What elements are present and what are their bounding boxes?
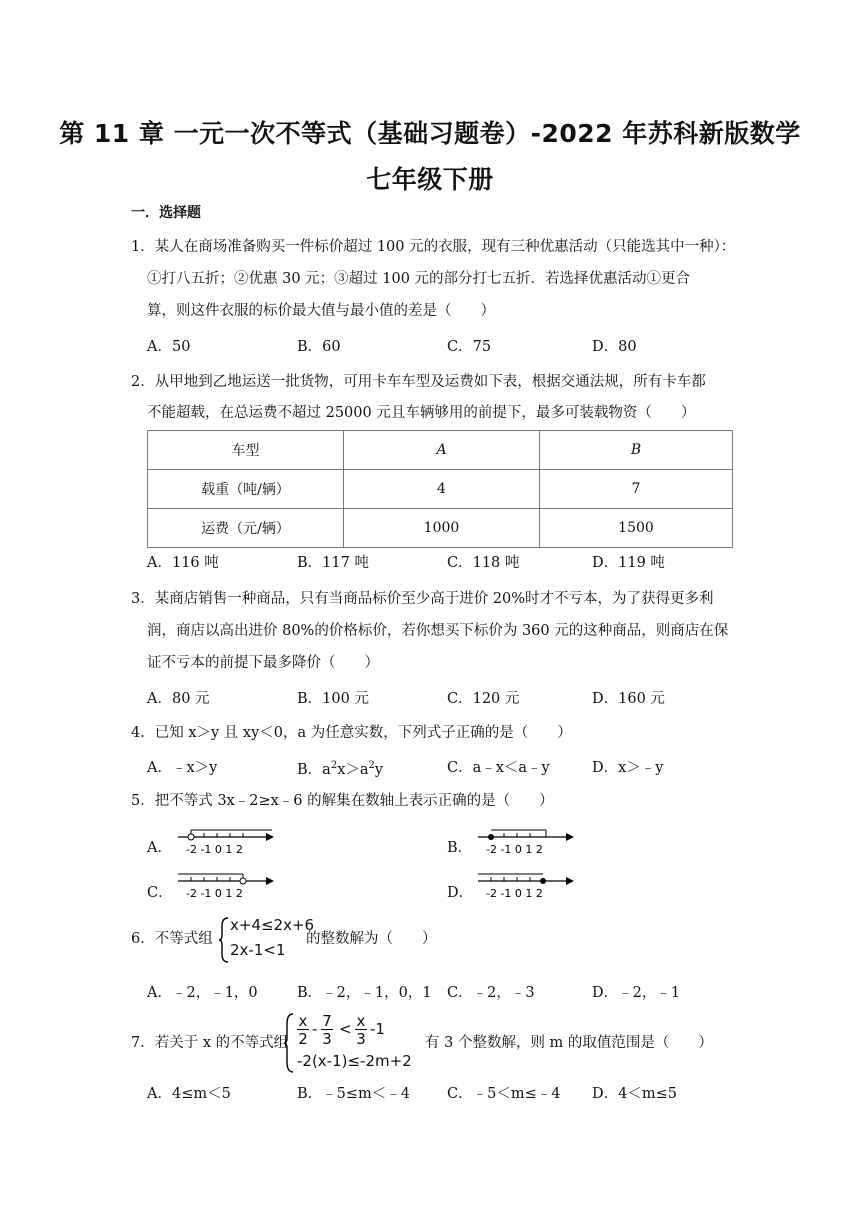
q4-option-a[interactable]: A．﹣x＞y [147,760,218,776]
brace-icon [283,1012,295,1074]
section-heading: 一．选择题 [131,205,201,221]
table-cell: 车型 [148,431,344,470]
number-line-d [476,870,576,900]
q2-option-d[interactable]: D．119 吨 [592,555,665,571]
q3-option-d[interactable]: D．160 元 [592,691,665,707]
brace-icon [218,916,230,964]
q2-option-c[interactable]: C．118 吨 [447,555,520,571]
q6-inequality-1: x+4≤2x+6 [230,916,315,934]
q1-text-line3: 算，则这件衣服的标价最大值与最小值的差是（ ） [147,303,495,319]
q5-option-d[interactable]: D． [447,885,474,901]
table-row [148,509,733,548]
table-row [148,470,733,509]
page-title: 第 11 章 一元一次不等式（基础习题卷）-2022 年苏科新版数学 [59,119,801,148]
q5-text: 5．把不等式 3x﹣2≥x﹣6 的解集在数轴上表示正确的是（ ） [131,793,554,809]
q6-inequality-2: 2x-1<1 [230,941,286,959]
number-line-ticks: -2 -1 0 1 2 [486,843,543,856]
q3-text-line1: 3．某商店销售一种商品，只有当商品标价至少高于进价 20%时才不亏本，为了获得更多利 [131,591,714,607]
q1-option-b[interactable]: B．60 [297,339,341,355]
page-title-line2: 七年级下册 [366,165,494,194]
q7-option-b[interactable]: B．﹣5≤m＜﹣4 [297,1086,411,1102]
q4-option-b[interactable] [297,756,383,780]
number-line-b [476,826,576,856]
q2-text-line2: 不能超载，在总运费不超过 25000 元且车辆够用的前提下，最多可装载物资（ ） [147,405,696,421]
less-than-sign: < [339,1020,352,1038]
q3-option-c[interactable]: C．120 元 [447,691,520,707]
table-cell: 载重（吨/辆） [148,470,344,509]
q2-option-a[interactable]: A．116 吨 [147,555,219,571]
q3-option-b[interactable]: B．100 元 [297,691,369,707]
table-cell: 1000 [344,509,540,548]
q4-b-sup2: 2 [368,760,375,771]
q1-option-a[interactable]: A．50 [147,339,191,355]
number-line-ticks: -2 -1 0 1 2 [186,843,243,856]
q2-option-b[interactable]: B．117 吨 [297,555,369,571]
q4-b-sup1: 2 [330,760,338,771]
table-cell: 4 [344,470,540,509]
fraction-denominator: 2 [298,1030,308,1048]
table-cell: 1500 [540,509,733,548]
q4-b-mid: x＞a [337,761,369,778]
q3-text-line3: 证不亏本的前提下最多降价（ ） [147,655,379,671]
q1-text-line2: ①打八五折；②优惠 30 元；③超过 100 元的部分打七五折．若选择优惠活动①更合 [147,271,691,287]
q3-text-line2: 润，商店以高出进价 80%的价格标价，若你想买下标价为 360 元的这种商品，则商店在保 [147,623,729,639]
number-line-c [176,870,276,900]
q6-option-d[interactable]: D．﹣2，﹣1 [592,985,681,1001]
q7-option-a[interactable]: A．4≤m＜5 [147,1086,231,1102]
fraction-denominator: 3 [356,1030,366,1048]
q1-option-d[interactable]: D．80 [592,339,637,355]
q6-suffix: 的整数解为（ ） [306,931,437,947]
fraction-numerator: 7 [322,1012,332,1030]
q5-option-b[interactable]: B． [447,840,473,856]
q4-option-d[interactable]: D．x＞﹣y [592,760,664,776]
q7-option-c[interactable]: C．﹣5＜m≤﹣4 [447,1086,561,1102]
q7-inequality-1: x 2 - 7 3 < x 3 -1 [298,1012,385,1048]
q7-prefix: 7．若关于 x 的不等式组 [131,1035,289,1051]
q4-b-end: y [374,761,384,778]
q4-option-c[interactable]: C．a﹣x＜a﹣y [447,760,550,776]
q6-prefix: 6．不等式组 [131,931,213,947]
freight-table [147,430,733,548]
table-cell: B [540,431,733,470]
q6-option-c[interactable]: C．﹣2，﹣3 [447,985,535,1001]
q5-option-c[interactable]: C． [147,885,173,901]
q7-inequality-2: -2(x-1)≤-2m+2 [297,1052,412,1070]
q1-option-c[interactable]: C．75 [447,339,492,355]
fraction-numerator: x [298,1012,308,1030]
table-cell: 运费（元/辆） [148,509,344,548]
table-cell: A [344,431,540,470]
q5-option-a[interactable]: A． [147,840,172,856]
q7-suffix: 有 3 个整数解，则 m 的取值范围是（ ） [425,1035,713,1051]
minus-one: -1 [370,1020,385,1038]
q7-option-d[interactable]: D．4＜m≤5 [592,1086,677,1102]
q6-option-b[interactable]: B．﹣2，﹣1，0，1 [297,985,432,1001]
q6-option-a[interactable]: A．﹣2，﹣1，0 [147,985,258,1001]
number-line-a [176,826,276,856]
q3-option-a[interactable]: A．80 元 [147,691,210,707]
q4-text: 4．已知 x＞y 且 xy＜0，a 为任意实数，下列式子正确的是（ ） [131,725,572,741]
q2-text-line1: 2．从甲地到乙地运送一批货物，可用卡车车型及运费如下表，根据交通法规，所有卡车都 [131,374,706,390]
fraction-denominator: 3 [322,1030,332,1048]
table-row [148,431,733,470]
q1-text-line1: 1．某人在商场准备购买一件标价超过 100 元的衣服，现有三种优惠活动（只能选其中一种）： [131,239,736,255]
fraction-numerator: x [356,1012,366,1030]
number-line-ticks: -2 -1 0 1 2 [486,887,543,900]
number-line-ticks: -2 -1 0 1 2 [186,887,243,900]
table-cell: 7 [540,470,733,509]
q4-b-prefix: B．a [297,761,331,778]
